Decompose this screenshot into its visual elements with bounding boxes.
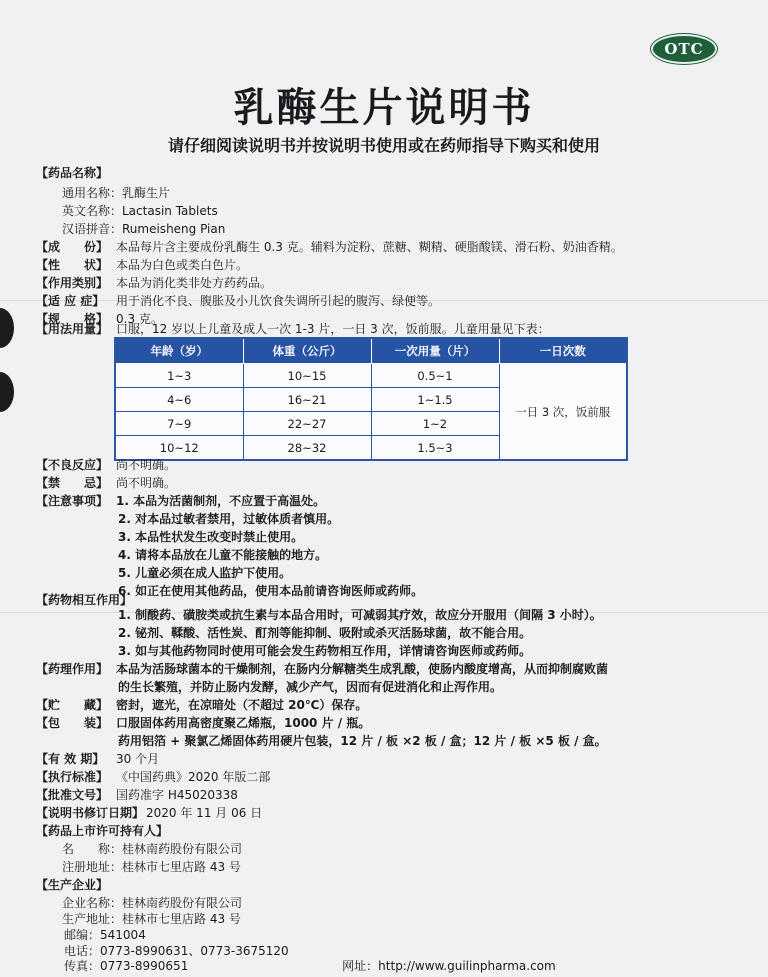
zip-label: 邮编：	[64, 928, 101, 942]
holder-address-value: 桂林市七里店路 43 号	[122, 860, 241, 874]
cell-age: 1~3	[115, 364, 243, 388]
english-name-label: 英文名称：	[61, 204, 122, 218]
package-row	[36, 714, 370, 732]
precaution-item: 2. 对本品过敏者禁用，过敏体质者慎用。	[118, 512, 340, 526]
precaution-item: 6. 如正在使用其他药品，使用本品前请咨询医师或药师。	[118, 584, 424, 598]
appearance-label: 【性 状】	[36, 258, 109, 272]
website-label: 网址：	[342, 959, 379, 973]
company-name-value: 桂林南药股份有限公司	[122, 896, 243, 910]
phone-label: 电话：	[64, 944, 101, 958]
indications-label: 【适 应 症】	[36, 294, 105, 308]
dosage-text: 口服，12 岁以上儿童及成人一次 1-3 片，一日 3 次，饭前服。儿童用量见下表：	[116, 322, 550, 336]
child-dosage-table	[114, 337, 628, 461]
website-value: http://www.guilinpharma.com	[378, 959, 556, 973]
precaution-item: 1. 本品为活菌制剂，不应置于高温处。	[116, 494, 326, 508]
generic-name-value: 乳酶生片	[122, 186, 171, 200]
col-header-dose: 一次用量（片）	[371, 338, 499, 364]
package-line: 口服固体药用高密度聚乙烯瓶，1000 片 / 瓶。	[116, 716, 371, 730]
zip-value: 541004	[100, 928, 146, 942]
otc-badge: OTC	[651, 34, 717, 64]
contraindication-text: 尚不明确。	[116, 476, 177, 490]
fax-value: 0773-8990651	[100, 959, 189, 973]
dosage-line	[36, 320, 550, 338]
precaution-item: 3. 本品性状发生改变时禁止使用。	[118, 530, 304, 544]
appearance-text: 本品为白色或类白色片。	[116, 258, 249, 272]
approval-text: 国药准字 H45020338	[116, 788, 238, 802]
approval-row	[36, 786, 238, 804]
generic-name-label: 通用名称：	[61, 186, 122, 200]
pharmacology-row	[36, 660, 608, 678]
appearance-row	[36, 256, 248, 274]
cell-weight: 16~21	[243, 388, 371, 412]
fax-row	[64, 958, 556, 974]
pinyin-label: 汉语拼音：	[61, 222, 122, 236]
generic-name-row	[36, 184, 170, 202]
precautions-row	[36, 492, 325, 510]
storage-row	[36, 696, 367, 714]
category-label: 【作用类别】	[36, 276, 109, 290]
validity-label: 【有 效 期】	[36, 752, 105, 766]
col-header-weight: 体重（公斤）	[243, 338, 371, 364]
category-text: 本品为消化类非处方药药品。	[116, 276, 273, 290]
section-interactions: 【药物相互作用】	[36, 593, 133, 607]
table-row	[115, 364, 627, 388]
revision-text: 2020 年 11 月 06 日	[146, 806, 263, 820]
english-name-row	[36, 202, 218, 220]
interaction-item: 2. 铋剂、鞣酸、活性炭、酊剂等能抑制、吸附或杀灭活肠球菌，故不能合用。	[118, 626, 532, 640]
spec-text: 0.3 克。	[116, 312, 163, 326]
standard-label: 【执行标准】	[36, 770, 109, 784]
composition-label: 【成 份】	[36, 240, 109, 254]
cell-dose: 1~2	[371, 412, 499, 436]
adverse-text: 尚不明确。	[116, 458, 177, 472]
cell-dose: 0.5~1	[371, 364, 499, 388]
approval-label: 【批准文号】	[36, 788, 109, 802]
pharmacology-label: 【药理作用】	[36, 662, 109, 676]
document-title: 乳酶生片说明书	[233, 85, 535, 131]
cell-age: 4~6	[115, 388, 243, 412]
validity-text: 30 个月	[116, 752, 160, 766]
section-drug-name: 【药品名称】	[36, 166, 109, 180]
adverse-row	[36, 456, 176, 474]
precautions-label: 【注意事项】	[36, 494, 109, 508]
interaction-item: 1. 制酸药、磺胺类或抗生素与本品合用时，可减弱其疗效，故应分开服用（间隔 3 小时）。	[118, 608, 602, 622]
precaution-item: 5. 儿童必须在成人监护下使用。	[118, 566, 292, 580]
production-address-label: 生产地址：	[61, 912, 122, 926]
standard-text: 《中国药典》2020 年版二部	[116, 770, 271, 784]
cell-dose: 1.5~3	[371, 436, 499, 461]
storage-label: 【贮 藏】	[36, 698, 109, 712]
holder-name-row	[36, 840, 242, 858]
company-name-label: 企业名称：	[61, 896, 122, 910]
holder-name-value: 桂林南药股份有限公司	[122, 842, 243, 856]
cell-age: 7~9	[115, 412, 243, 436]
category-row	[36, 274, 272, 292]
spec-label: 【规 格】	[36, 312, 109, 326]
revision-label: 【说明书修订日期】	[36, 806, 145, 820]
cell-dose: 1~1.5	[371, 388, 499, 412]
phone-value: 0773-8990631、0773-3675120	[100, 944, 289, 958]
holder-address-row	[36, 858, 241, 876]
english-name-value: Lactasin Tablets	[122, 204, 218, 218]
package-line: 药用铝箔 + 聚氯乙烯固体药用硬片包装，12 片 / 板 ×2 板 / 盒；12 片 / 板 ×5 板 / 盒。	[118, 734, 607, 748]
binder-hole	[0, 372, 14, 412]
pharmacology-line: 的生长繁殖，并防止肠内发酵，减少产气，因而有促进消化和止泻作用。	[118, 680, 503, 694]
indications-text: 用于消化不良、腹胀及小儿饮食失调所引起的腹泻、绿便等。	[116, 294, 441, 308]
holder-address-label: 注册地址：	[61, 860, 122, 874]
revision-row	[36, 804, 262, 822]
dosage-label: 【用法用量】	[36, 322, 109, 336]
standard-row	[36, 768, 270, 786]
cell-weight: 28~32	[243, 436, 371, 461]
fax-label: 传真：	[64, 959, 101, 973]
production-address-value: 桂林市七里店路 43 号	[122, 912, 241, 926]
pinyin-row	[36, 220, 225, 238]
storage-text: 密封，遮光，在凉暗处（不超过 20℃）保存。	[116, 698, 368, 712]
precaution-item: 4. 请将本品放在儿童不能接触的地方。	[118, 548, 328, 562]
contraindication-label: 【禁 忌】	[36, 476, 109, 490]
section-manufacturer: 【生产企业】	[36, 878, 109, 892]
pinyin-value: Rumeisheng Pian	[122, 222, 226, 236]
composition-text: 本品每片含主要成份乳酶生 0.3 克。辅料为淀粉、蔗糖、糊精、硬脂酸镁、滑石粉、奶油香精。	[116, 240, 623, 254]
pharmacology-line: 本品为活肠球菌本的干燥制剂，在肠内分解糖类生成乳酸，使肠内酸度增高，从而抑制腐败菌	[116, 662, 609, 676]
cell-frequency: 一日 3 次，饭前服	[499, 364, 627, 461]
indications-row	[36, 292, 440, 310]
document-subtitle: 请仔细阅读说明书并按说明书使用或在药师指导下购买和使用	[167, 136, 600, 155]
validity-row	[36, 750, 159, 768]
package-label: 【包 装】	[36, 716, 109, 730]
cell-weight: 22~27	[243, 412, 371, 436]
cell-weight: 10~15	[243, 364, 371, 388]
holder-name-label: 名 称：	[61, 842, 122, 856]
col-header-frequency: 一日次数	[499, 338, 627, 364]
col-header-age: 年龄（岁）	[115, 338, 243, 364]
interaction-item: 3. 如与其他药物同时使用可能会发生药物相互作用，详情请咨询医师或药师。	[118, 644, 532, 658]
adverse-label: 【不良反应】	[36, 458, 109, 472]
cell-age: 10~12	[115, 436, 243, 461]
section-license-holder: 【药品上市许可持有人】	[36, 824, 169, 838]
contraindication-row	[36, 474, 176, 492]
binder-hole	[0, 308, 14, 348]
table-header-row	[115, 338, 627, 364]
composition-row	[36, 238, 623, 256]
